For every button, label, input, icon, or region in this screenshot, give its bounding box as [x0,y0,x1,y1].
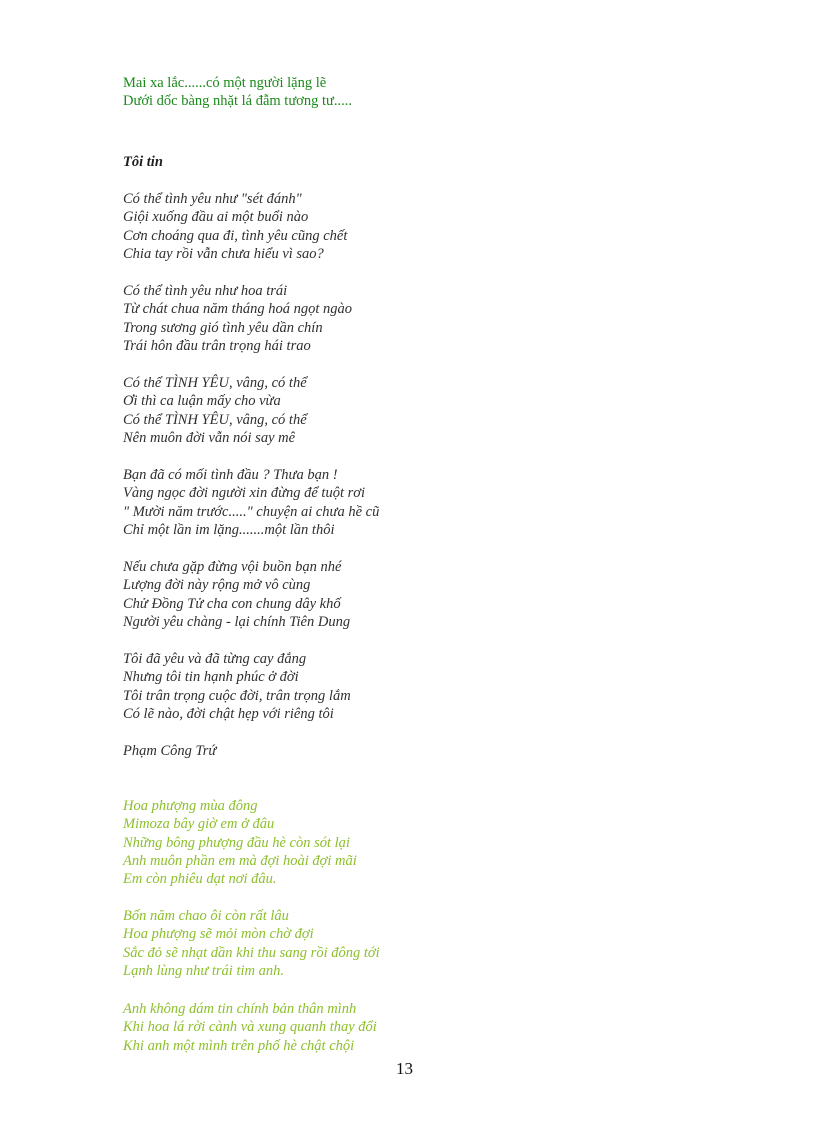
verse-line: Từ chát chua năm tháng hoá ngọt ngào [123,301,353,318]
verse-line: Chỉ một lần im lặng.......một lần thôi [123,521,335,538]
poem2-stanza-3 [123,1000,377,1055]
verse-line: Người yêu chàng - lại chính Tiên Dung [123,613,351,630]
poem1-stanza-2 [123,282,352,355]
poem1-stanza-5 [123,558,350,631]
verse-line: Chia tay rồi vẫn chưa hiểu vì sao? [123,245,324,262]
poem2-stanza-1 [123,797,357,888]
verse-line: Cơn choáng qua đi, tình yêu cũng chết [123,227,348,244]
poem1-stanza-1 [123,190,347,263]
verse-line: Có thể TÌNH YÊU, vâng, có thể [123,411,307,428]
poem-author: Phạm Công Trứ [123,743,217,759]
poem1-stanza-4 [123,466,379,539]
verse-line: Ơi thì ca luận mấy cho vừa [123,393,281,410]
verse-line: Những bông phượng đầu hè còn sót lại [123,834,350,851]
poem-title-block [123,153,163,171]
verse-line: Nếu chưa gặp đừng vội buồn bạn nhé [123,559,342,575]
poem-title: Tôi tin [123,154,163,170]
verse-line: Tôi trân trọng cuộc đời, trân trọng lắm [123,687,351,704]
verse-line: Chử Đồng Tử cha con chung dây khố [123,595,341,612]
poem1-stanza-3 [123,374,307,447]
verse-line: Có thể TÌNH YÊU, vâng, có thể [123,375,307,391]
verse-line: Có thể tình yêu như hoa trái [123,283,288,299]
poem2-stanza-2 [123,907,380,980]
poem1-author-block [123,742,216,760]
verse-line: " Mười năm trước....." chuyện ai chưa hề cũ [123,503,380,520]
page-number: 13 [396,1059,413,1078]
verse-line: Bạn đã có mối tình đầu ? Thưa bạn ! [123,467,338,483]
verse-line: Mimoza bây giờ em ở đâu [123,816,275,833]
verse-line: Có thể tình yêu như "sét đánh" [123,191,302,207]
verse-line: Hoa phượng mùa đông [123,798,258,814]
verse-line: Giội xuống đầu ai một buổi nào [123,209,309,226]
verse-line: Nhưng tôi tin hạnh phúc ở đời [123,669,299,686]
verse-line: Lượng đời này rộng mở vô cùng [123,577,311,594]
verse-line: Vàng ngọc đời người xin đừng để tuột rơi [123,485,366,502]
verse-line: Lạnh lùng như trái tim anh. [123,962,284,979]
verse-line: Khi hoa lá rời cành và xung quanh thay đổi [123,1019,377,1036]
verse-line: Anh không dám tin chính bản thân mình [123,1001,357,1017]
intro-line: Mai xa lắc......có một người lặng lẽ [123,75,327,91]
intro-line: Dưới dốc bàng nhặt lá đẫm tương tư..... [123,93,352,110]
verse-line: Khi anh một mình trên phố hè chật chội [123,1037,355,1054]
verse-line: Có lẽ nào, đời chật hẹp với riêng tôi [123,705,334,722]
verse-line: Sắc đỏ sẽ nhạt dần khi thu sang rồi đông tới [123,944,380,961]
verse-line: Em còn phiêu dạt nơi đâu. [123,871,277,888]
poem1-stanza-6 [123,650,351,723]
verse-line: Nên muôn đời vẫn nói say mê [123,429,296,446]
verse-line: Trái hôn đầu trân trọng hái trao [123,337,311,354]
verse-line: Tôi đã yêu và đã từng cay đắng [123,651,307,667]
intro-verse [123,74,352,111]
verse-line: Trong sương gió tình yêu dần chín [123,319,323,336]
verse-line: Hoa phượng sẽ mỏi mòn chờ đợi [123,926,314,943]
verse-line: Anh muôn phần em mà đợi hoài đợi mãi [123,852,357,869]
verse-line: Bốn năm chao ôi còn rất lâu [123,908,289,924]
